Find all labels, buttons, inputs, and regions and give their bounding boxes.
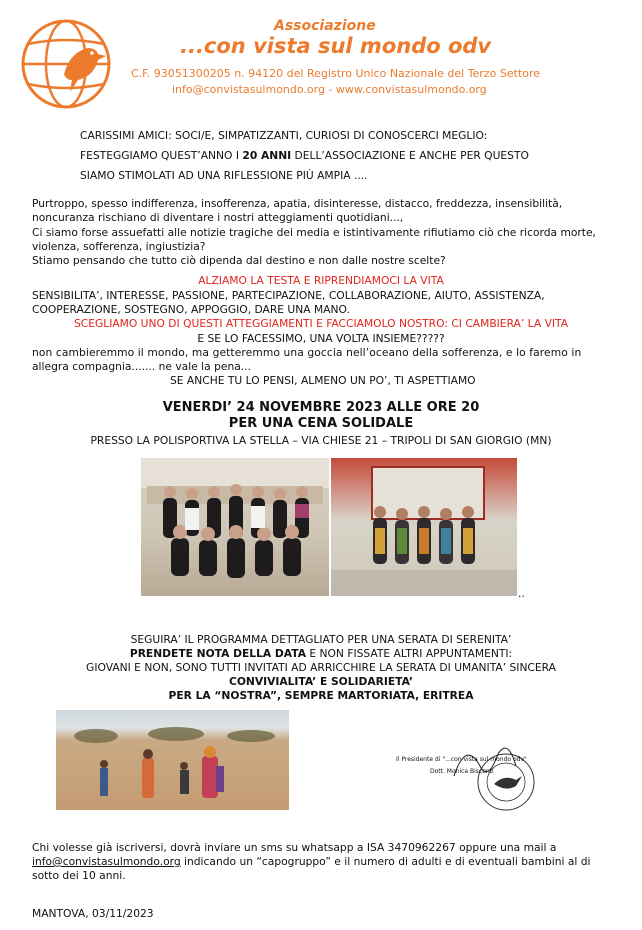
photo-dots: .. xyxy=(518,587,525,600)
program-line-3: GIOVANI E NON, SONO TUTTI INVITATI AD ARRICCHIRE LA SERATA DI UMANITA’ SINCERA xyxy=(86,661,556,674)
intro-line-3: SIAMO STIMOLATI AD UNA RIFLESSIONE PIÙ AMPIA .... xyxy=(80,169,368,182)
body-line-3: Ci siamo forse assuefatti alle notizie tragiche dei media e istintivamente rifiutiamo ciò che ricorda morte, xyxy=(32,226,596,239)
footer-line-2-rest: indicando un “capogruppo” e il numero di adulti e di eventuali bambini al di xyxy=(180,855,591,868)
attitudes-line-1: SENSIBILITA’, INTERESSE, PASSIONE, PARTECIPAZIONE, COLLABORAZIONE, AIUTO, ASSISTENZA, xyxy=(32,289,545,302)
intro-line-2-post: DELL’ASSOCIAZIONE E ANCHE PER QUESTO xyxy=(291,149,529,162)
program-line-5: PER LA “NOSTRA”, SEMPRE MARTORIATA, ERITREA xyxy=(168,689,474,702)
footer-line-2 xyxy=(32,854,591,869)
footer-line-1: Chi volesse già iscriversi, dovrà inviare un sms su whatsapp a ISA 3470962267 oppure una mail a xyxy=(32,841,557,854)
intro-line-1: CARISSIMI AMICI: SOCI/E, SIMPATIZZANTI, CURIOSI DI CONOSCERCI MEGLIO: xyxy=(80,129,488,142)
attitudes-line-2: COOPERAZIONE, SOSTEGNO, APPOGGIO, DARE UNA MANO. xyxy=(32,303,350,316)
program-line-1: SEGUIRA’ IL PROGRAMMA DETTAGLIATO PER UNA SERATA DI SERENITA’ xyxy=(130,633,512,646)
body-line-6: non cambieremmo il mondo, ma getteremmo una goccia nell’oceano della sofferenza, e lo faremo in xyxy=(32,346,582,359)
body-line-8: SE ANCHE TU LO PENSI, ALMENO UN PO’, TI ASPETTIAMO xyxy=(170,374,476,387)
document-date: MANTOVA, 03/11/2023 xyxy=(32,907,154,920)
registry-line: C.F. 93051300205 n. 94120 del Registro Unico Nazionale del Terzo Settore xyxy=(131,67,540,80)
logo xyxy=(20,18,112,110)
group-photo-2 xyxy=(331,458,517,596)
group-photo-1 xyxy=(141,458,329,596)
question-line: E SE LO FACESSIMO, UNA VOLTA INSIEME????? xyxy=(197,332,445,345)
intro-line-2-pre: FESTEGGIAMO QUEST’ANNO I xyxy=(80,149,243,162)
event-date: VENERDI’ 24 NOVEMBRE 2023 ALLE ORE 20 xyxy=(162,400,480,415)
program-line-2-rest: E NON FISSATE ALTRI APPUNTAMENTI: xyxy=(305,647,513,660)
eritrea-photo xyxy=(56,710,289,810)
body-line-1: Purtroppo, spesso indifferenza, insofferenza, apatia, disinteresse, distacco, freddezza, insensibilità, xyxy=(32,197,563,210)
contacts-line: info@convistasulmondo.org - www.convistasulmondo.org xyxy=(172,83,487,96)
body-line-2: noncuranza rischiano di diventare i nostri atteggiamenti quotidiani..., xyxy=(32,211,404,224)
body-line-5: Stiamo pensando che tutto ciò dipenda dal destino e non dalle nostre scelte? xyxy=(32,254,446,267)
highlight-red-2: SCEGLIAMO UNO DI QUESTI ATTEGGIAMENTI E FACCIAMOLO NOSTRO: CI CAMBIERA’ LA VITA xyxy=(73,317,569,330)
program-line-2 xyxy=(0,646,642,661)
intro-line-2 xyxy=(80,148,529,163)
body-line-7: allegra compagnia....... ne vale la pena... xyxy=(32,360,251,373)
association-label: Associazione xyxy=(274,18,376,34)
event-place: PRESSO LA POLISPORTIVA LA STELLA – VIA CHIESE 21 – TRIPOLI DI SAN GIORGIO (MN) xyxy=(90,434,552,447)
intro-line-2-bold: 20 ANNI xyxy=(242,149,292,162)
email-link[interactable]: info@convistasulmondo.org xyxy=(32,855,181,868)
signature-line-2: Dott. Monica Bisconti xyxy=(430,768,494,775)
body-line-4: violenza, sofferenza, ingiustizia? xyxy=(32,240,206,253)
footer-line-3: sotto dei 10 anni. xyxy=(32,869,126,882)
highlight-red-1: ALZIAMO LA TESTA E RIPRENDIAMOCI LA VITA xyxy=(198,274,444,287)
signature-line-1: Il Presidente di "...con vista sul mondo odv" xyxy=(396,756,527,763)
program-line-4: CONVIVIALITA’ E SOLIDARIETA’ xyxy=(228,675,413,688)
event-title: PER UNA CENA SOLIDALE xyxy=(228,416,414,431)
association-name: ...con vista sul mondo odv xyxy=(180,34,492,58)
program-line-2-bold: PRENDETE NOTA DELLA DATA xyxy=(129,647,306,660)
signature-stamp xyxy=(396,736,546,816)
globe-bird-icon xyxy=(20,18,112,110)
